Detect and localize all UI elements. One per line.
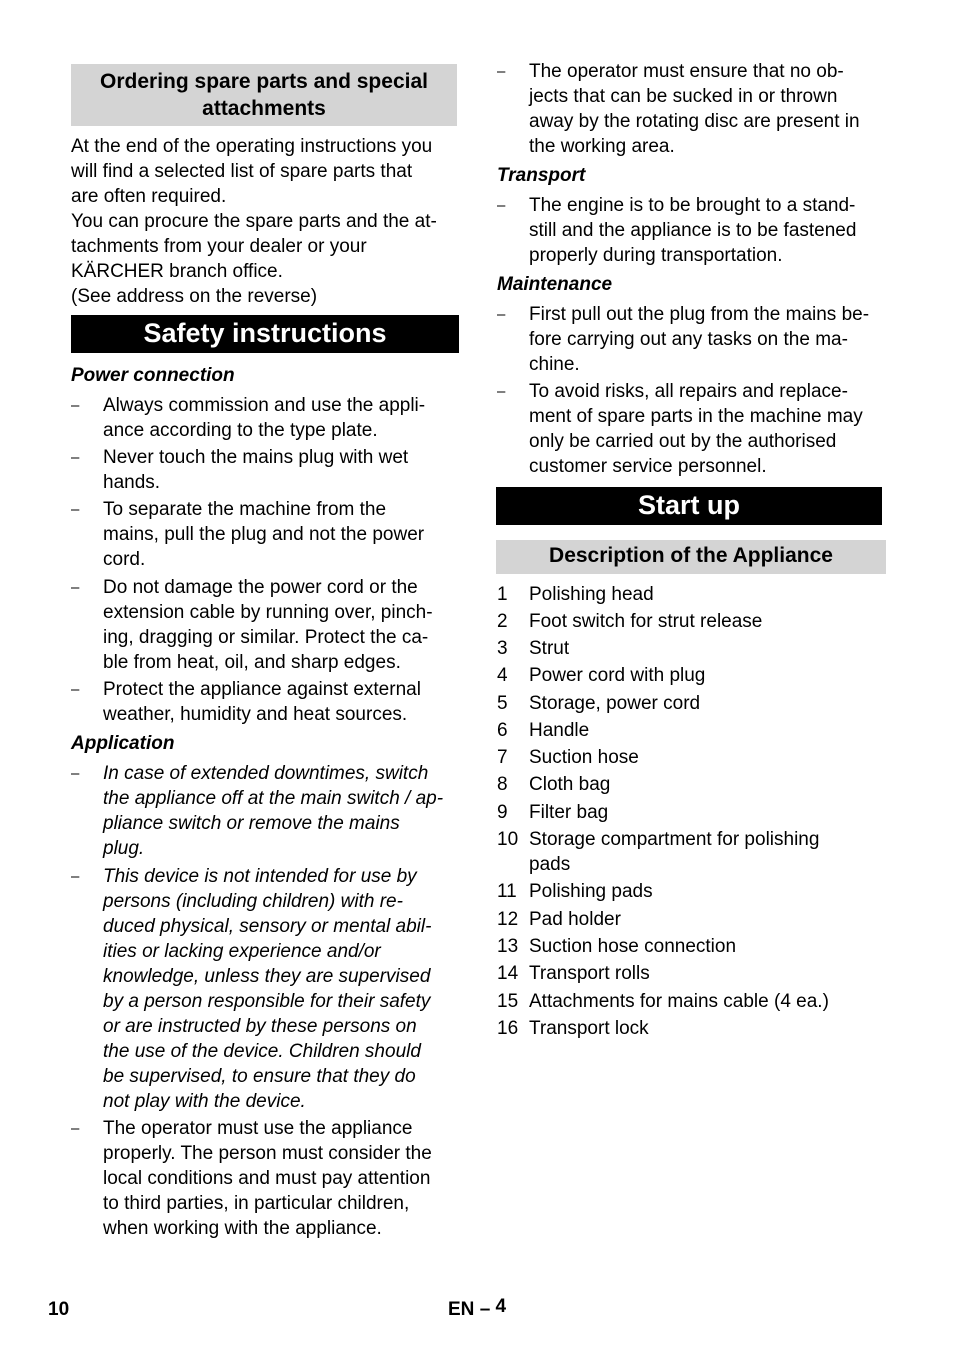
item-label: Foot switch for strut release	[529, 611, 763, 632]
text-line: knowledge, unless they are supervised	[103, 966, 431, 987]
text-line: away by the rotating disc are present in	[529, 111, 860, 132]
item-label: Pad holder	[529, 909, 621, 930]
text-line: ance according to the type plate.	[103, 420, 378, 441]
language-code: EN	[448, 1299, 475, 1320]
startup-heading: Start up	[496, 487, 882, 525]
text-line: To avoid risks, all repairs and replace-	[529, 381, 848, 402]
dash-bullet: –	[71, 868, 80, 885]
item-label: pads	[529, 854, 571, 875]
text-line: ing, dragging or similar. Protect the ca-	[103, 627, 429, 648]
footer-dash: –	[479, 1299, 491, 1320]
text-line: duced physical, sensory or mental abil-	[103, 916, 432, 937]
ordering-heading	[71, 64, 457, 126]
dash-bullet: –	[497, 63, 506, 80]
text-line: ities or lacking experience and/or	[103, 941, 381, 962]
text-line: not play with the device.	[103, 1091, 306, 1112]
text-line: The operator must ensure that no ob-	[529, 61, 844, 82]
text-line: (See address on the reverse)	[71, 286, 318, 307]
text-line: when working with the appliance.	[103, 1218, 382, 1239]
text-line: are often required.	[71, 186, 227, 207]
text-line: mains, pull the plug and not the power	[103, 524, 425, 545]
item-number: 7	[497, 747, 508, 768]
text-line: plug.	[103, 838, 145, 859]
item-number: 5	[497, 693, 508, 714]
text-line: hands.	[103, 472, 161, 493]
section-page-number: 4	[495, 1296, 507, 1317]
item-number: 9	[497, 802, 508, 823]
text-line: local conditions and must pay attention	[103, 1168, 431, 1189]
text-line: The engine is to be brought to a stand-	[529, 195, 856, 216]
text-line: fore carrying out any tasks on the ma-	[529, 329, 848, 350]
item-number: 14	[497, 963, 519, 984]
item-number: 1	[497, 584, 508, 605]
item-number: 4	[497, 665, 508, 686]
text-line: Protect the appliance against external	[103, 679, 421, 700]
item-label: Polishing head	[529, 584, 654, 605]
dash-bullet: –	[497, 197, 506, 214]
dash-bullet: –	[497, 383, 506, 400]
item-label: Filter bag	[529, 802, 609, 823]
text-line: the working area.	[529, 136, 675, 157]
item-number: 13	[497, 936, 519, 957]
item-label: Suction hose connection	[529, 936, 737, 957]
text-line: To separate the machine from the	[103, 499, 387, 520]
dash-bullet: –	[71, 501, 80, 518]
text-line: properly during transportation.	[529, 245, 783, 266]
text-line: ment of spare parts in the machine may	[529, 406, 863, 427]
text-line: In case of extended downtimes, switch	[103, 763, 429, 784]
text-line: Never touch the mains plug with wet	[103, 447, 409, 468]
dash-bullet: –	[71, 449, 80, 466]
text-line: extension cable by running over, pinch-	[103, 602, 433, 623]
item-number: 16	[497, 1018, 519, 1039]
item-number: 11	[497, 881, 517, 902]
footer-language-page	[448, 1296, 507, 1321]
text-line: properly. The person must consider the	[103, 1143, 432, 1164]
dash-bullet: –	[497, 306, 506, 323]
item-number: 12	[497, 909, 519, 930]
safety-heading: Safety instructions	[71, 315, 459, 353]
item-number: 3	[497, 638, 508, 659]
text-line: KÄRCHER branch office.	[71, 261, 283, 282]
text-line: Do not damage the power cord or the	[103, 577, 418, 598]
page-number: 10	[48, 1299, 70, 1320]
ordering-heading-line: attachments	[202, 97, 326, 120]
item-label: Power cord with plug	[529, 665, 706, 686]
text-line: persons (including children) with re-	[103, 891, 403, 912]
power-connection-heading: Power connection	[71, 365, 235, 386]
text-line: ble from heat, oil, and sharp edges.	[103, 652, 401, 673]
text-line: chine.	[529, 354, 580, 375]
text-line: weather, humidity and heat sources.	[103, 704, 408, 725]
text-line: to third parties, in particular children,	[103, 1193, 410, 1214]
transport-heading: Transport	[497, 165, 586, 186]
maintenance-heading: Maintenance	[497, 274, 613, 295]
item-label: Storage compartment for polishing	[529, 829, 820, 850]
text-line: First pull out the plug from the mains be-	[529, 304, 870, 325]
text-line: by a person responsible for their safety	[103, 991, 431, 1012]
item-label: Cloth bag	[529, 774, 611, 795]
text-line: the use of the device. Children should	[103, 1041, 421, 1062]
item-number: 8	[497, 774, 508, 795]
ordering-text	[71, 134, 437, 309]
application-heading: Application	[71, 733, 175, 754]
item-label: Suction hose	[529, 747, 639, 768]
text-line: pliance switch or remove the mains	[103, 813, 400, 834]
item-number: 15	[497, 991, 519, 1012]
text-line: At the end of the operating instructions you	[71, 136, 433, 157]
description-heading: Description of the Appliance	[496, 540, 886, 574]
dash-bullet: –	[71, 397, 80, 414]
item-number: 10	[497, 829, 519, 850]
dash-bullet: –	[71, 1120, 80, 1137]
text-line: be supervised, to ensure that they do	[103, 1066, 416, 1087]
dash-bullet: –	[71, 765, 80, 782]
text-line: customer service personnel.	[529, 456, 767, 477]
text-line: the appliance off at the main switch / ap-	[103, 788, 444, 809]
text-line: will find a selected list of spare parts that	[71, 161, 413, 182]
item-label: Handle	[529, 720, 590, 741]
item-label: Transport lock	[529, 1018, 649, 1039]
ordering-heading-line: Ordering spare parts and special	[100, 70, 428, 93]
item-label: Polishing pads	[529, 881, 653, 902]
item-label: Transport rolls	[529, 963, 650, 984]
text-line: The operator must use the appliance	[103, 1118, 413, 1139]
text-line: only be carried out by the authorised	[529, 431, 837, 452]
item-number: 6	[497, 720, 508, 741]
text-line: still and the appliance is to be fastened	[529, 220, 857, 241]
item-label: Attachments for mains cable (4 ea.)	[529, 991, 829, 1012]
text-line: cord.	[103, 549, 146, 570]
item-number: 2	[497, 611, 508, 632]
text-line: tachments from your dealer or your	[71, 236, 367, 257]
item-label: Storage, power cord	[529, 693, 701, 714]
text-line: jects that can be sucked in or thrown	[529, 86, 838, 107]
text-line: You can procure the spare parts and the at-	[71, 211, 437, 232]
dash-bullet: –	[71, 579, 80, 596]
dash-bullet: –	[71, 681, 80, 698]
text-line: or are instructed by these persons on	[103, 1016, 417, 1037]
item-label: Strut	[529, 638, 570, 659]
text-line: Always commission and use the appli-	[103, 395, 426, 416]
text-line: This device is not intended for use by	[103, 866, 417, 887]
